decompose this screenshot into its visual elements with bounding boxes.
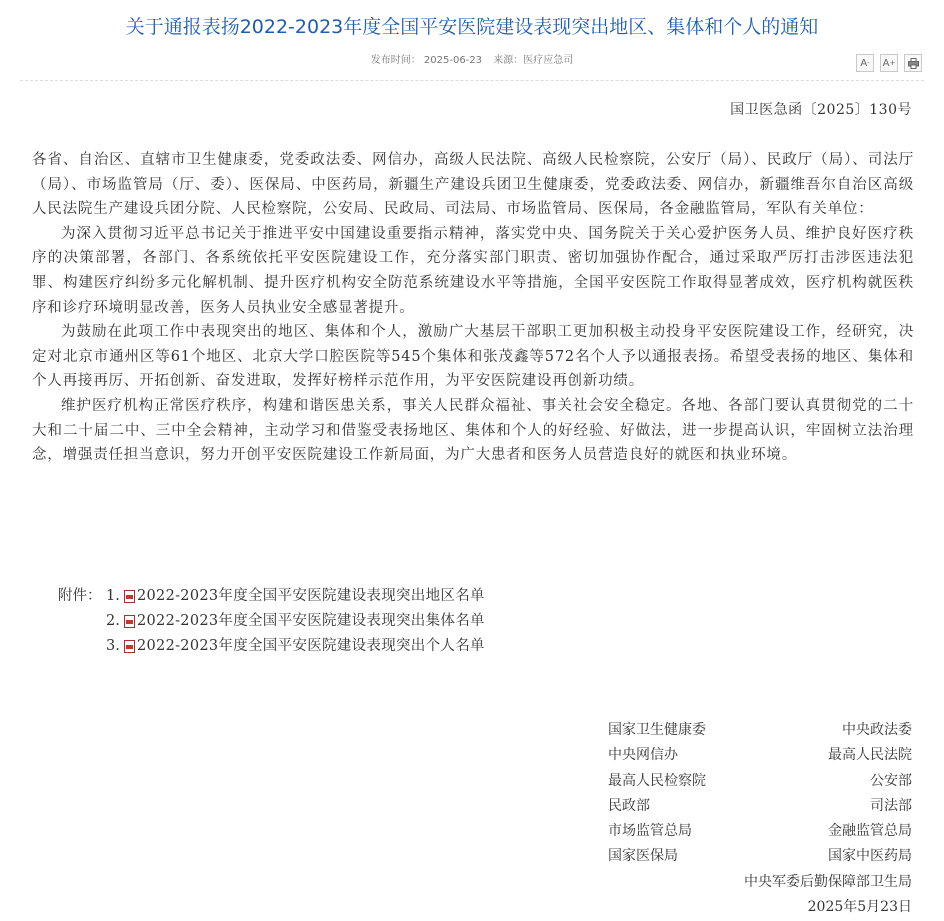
signer-row (608, 718, 912, 743)
signatories-block (608, 718, 912, 920)
signer-name: 国家卫生健康委 (608, 722, 706, 738)
pdf-icon (124, 590, 135, 603)
signer-row (608, 769, 912, 794)
signer-name: 司法部 (870, 797, 912, 814)
signer-name: 中央军委后勤保障部卫生局 (744, 873, 912, 890)
attachment-link-collectives[interactable]: 2022-2023年度全国平安医院建设表现突出集体名单 (137, 613, 485, 629)
signer-name: 金融监管总局 (828, 823, 912, 840)
article-tools (856, 54, 922, 72)
print-icon (908, 58, 919, 69)
source-label: 来源：医疗应急司 (493, 55, 574, 66)
publish-time: 发布时间： 2025-06-23 (370, 55, 483, 66)
signer-row (608, 870, 912, 895)
attachment-number: 2. (106, 613, 120, 629)
attachment-number: 1. (106, 588, 120, 604)
signer-name: 民政部 (608, 797, 650, 814)
header-divider (20, 80, 924, 81)
font-smaller-icon: A (860, 57, 868, 69)
attachment-item (58, 609, 485, 634)
page-title: 关于通报表扬2022-2023年度全国平安医院建设表现突出地区、集体和个人的通知 (125, 16, 819, 38)
signer-row (608, 819, 912, 844)
issue-date: 2025年5月23日 (807, 899, 912, 916)
attachment-item (58, 634, 485, 659)
article-body (32, 148, 914, 468)
attachment-link-individuals[interactable]: 2022-2023年度全国平安医院建设表现突出个人名单 (137, 638, 485, 654)
attachment-number: 3. (106, 638, 120, 654)
document-number: 国卫医急函〔2025〕130号 (730, 102, 912, 118)
article-meta (0, 54, 944, 68)
font-larger-icon: A (882, 57, 890, 69)
font-larger-button[interactable]: A + (880, 54, 898, 72)
recipients-paragraph: 各省、自治区、直辖市卫生健康委，党委政法委、网信办，高级人民法院、高级人民检察院，公安厅（局）、民政厅（局）、司法厅（局）、市场监管局（厅、委）、医保局、中医药局，新疆生产建设兵团卫生健康委，党委政法委、网信办，新疆维吾尔自治区高级人民法院生产建设兵团分院、人民检察院，公安局、民政局、司法局、市场监管局、医保局，各金融监管局，军队有关单位： (32, 152, 914, 218)
signer-row (608, 844, 912, 869)
attachment-item (58, 584, 485, 609)
signer-name: 中央政法委 (842, 722, 912, 738)
signer-row (608, 794, 912, 819)
attachments-label: 附件： (58, 588, 102, 604)
signer-name: 公安部 (870, 772, 912, 789)
pdf-icon (124, 640, 135, 653)
print-button[interactable] (904, 54, 922, 72)
signer-name: 中央网信办 (608, 747, 678, 764)
body-paragraph-3: 维护医疗机构正常医疗秩序，构建和谐医患关系，事关人民群众福祉、事关社会安全稳定。各地、各部门要认真贯彻党的二十大和二十届二中、三中全会精神，主动学习和借鉴受表扬地区、集体和个人的好经验、好做法，进一步提高认识，牢固树立法治理念，增强责任担当意识，努力开创平安医院建设工作新局面，为广大患者和医务人员营造良好的就医和执业环境。 (32, 397, 914, 464)
font-smaller-button[interactable]: A - (856, 54, 874, 72)
body-paragraph-2: 为鼓励在此项工作中表现突出的地区、集体和个人，激励广大基层干部职工更加积极主动投身平安医院建设工作，经研究，决定对北京市通州区等61个地区、北京大学口腔医院等545个集体和张茂鑫等572名个人予以通报表扬。希望受表扬的地区、集体和个人再接再厉、开拓创新、奋发进取，发挥好榜样示范作用，为平安医院建设再创新功绩。 (32, 324, 914, 390)
pdf-icon (124, 615, 135, 628)
signer-name: 国家中医药局 (828, 848, 912, 865)
signer-row (608, 743, 912, 768)
signer-name: 最高人民检察院 (608, 772, 706, 789)
attachments-list (58, 584, 485, 659)
signer-name: 最高人民法院 (828, 747, 912, 764)
attachment-link-regions[interactable]: 2022-2023年度全国平安医院建设表现突出地区名单 (137, 588, 485, 604)
signer-name: 市场监管总局 (608, 823, 692, 840)
body-paragraph-1: 为深入贯彻习近平总书记关于推进平安中国建设重要指示精神，落实党中央、国务院关于关心爱护医务人员、维护良好医疗秩序的决策部署，各部门、各系统依托平安医院建设工作，充分落实部门职责、密切加强协作配合，通过采取严厉打击涉医违法犯罪、构建医疗纠纷多元化解机制、提升医疗机构安全防范系统建设水平等措施，全国平安医院工作取得显著成效，医疗机构就医秩序和诊疗环境明显改善，医务人员执业安全感显著提升。 (32, 225, 914, 316)
signer-name: 国家医保局 (608, 848, 678, 865)
